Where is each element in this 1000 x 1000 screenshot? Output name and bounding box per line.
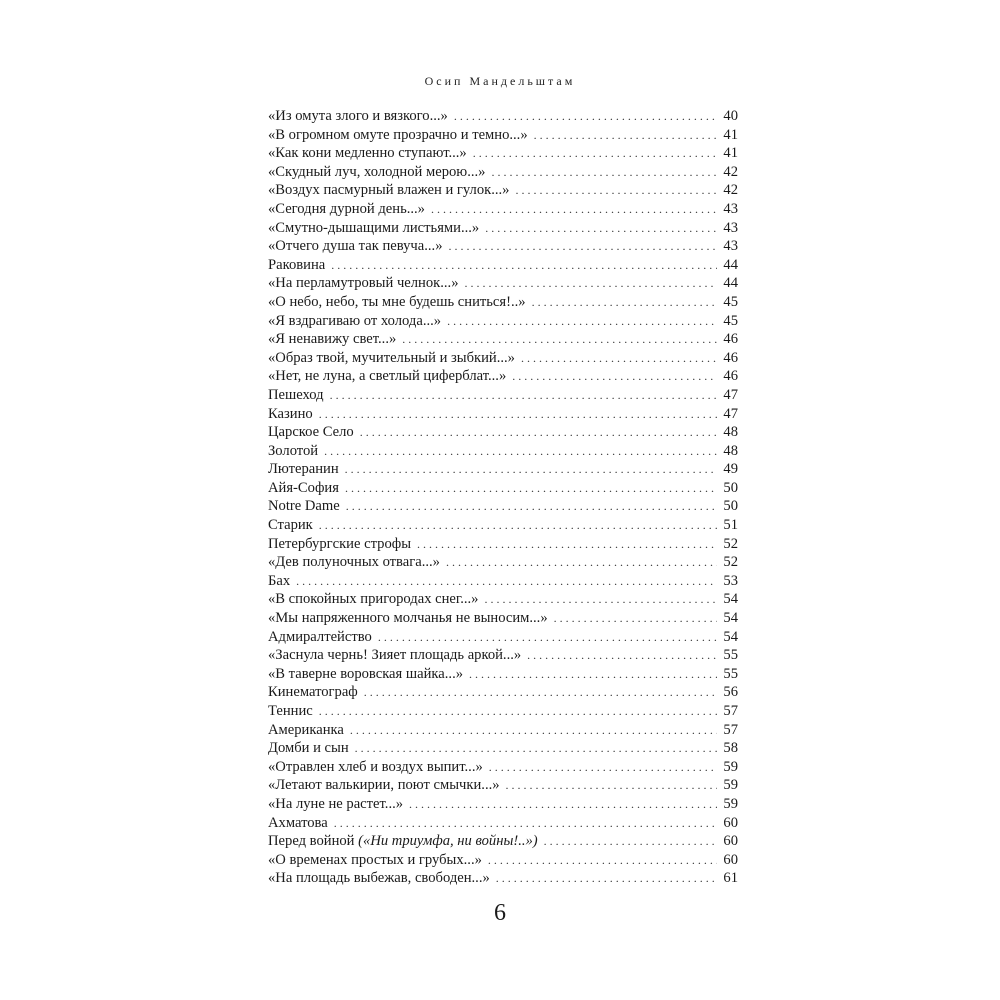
toc-dot-leader: [417, 535, 717, 554]
toc-entry-page: 42: [723, 182, 738, 199]
toc-entry: [268, 758, 738, 777]
toc-entry: [268, 721, 738, 740]
toc-entry-title-text: Кинематограф: [268, 684, 358, 701]
toc-entry: [268, 181, 738, 200]
toc-entry-page: 59: [723, 795, 738, 812]
toc-dot-leader: [454, 107, 717, 126]
toc-entry: [268, 107, 738, 126]
toc-entry-title: [268, 312, 441, 331]
toc-dot-leader: [319, 516, 717, 535]
toc-entry-title-text: Ахматова: [268, 814, 328, 831]
toc-entry-title: [268, 814, 328, 833]
toc-entry: [268, 497, 738, 516]
toc-entry-page: 47: [723, 405, 738, 422]
toc-entry-title-text: «Образ твой, мучительный и зыбкий...»: [268, 349, 515, 366]
toc-entry: [268, 479, 738, 498]
toc-entry-title: [268, 590, 478, 609]
toc-entry-title-text: Теннис: [268, 703, 313, 719]
toc-dot-leader: [345, 479, 717, 498]
toc-entry-page: 47: [723, 386, 738, 403]
toc-dot-leader: [489, 758, 717, 777]
toc-entry-page: 43: [723, 200, 738, 217]
toc-entry: [268, 460, 738, 479]
toc-entry-page: 53: [723, 572, 738, 589]
toc-entry: [268, 628, 738, 647]
toc-entry-title-text: Айя-София: [268, 479, 339, 496]
toc-entry-page: 50: [723, 479, 738, 496]
toc-entry-page: 48: [723, 424, 738, 441]
toc-dot-leader: [534, 126, 717, 145]
toc-dot-leader: [319, 405, 717, 424]
toc-dot-leader: [360, 423, 717, 442]
toc-entry: [268, 200, 738, 219]
toc-dot-leader: [544, 832, 717, 851]
toc-entry: [268, 293, 738, 312]
toc-entry-page: 40: [723, 108, 738, 124]
toc-dot-leader: [521, 349, 717, 368]
toc-entry-page: 44: [723, 256, 738, 273]
toc-entry-title: [268, 572, 290, 591]
toc-entry-title: [268, 386, 324, 405]
toc-entry-page: 41: [723, 126, 738, 143]
toc-entry-title-text: Петербургские строфы: [268, 535, 412, 552]
toc-entry-title: [268, 237, 443, 256]
toc-dot-leader: [485, 219, 717, 238]
toc-entry: [268, 367, 738, 386]
toc-entry-title: [268, 535, 411, 554]
toc-entry-title: [268, 758, 483, 777]
toc-entry-title: [268, 405, 313, 424]
toc-entry-title-text: «Мы напряженного молчанья не выносим...»: [268, 610, 548, 627]
toc-entry-title-text: Домби и сын: [268, 740, 349, 757]
toc-entry-page: 44: [723, 275, 738, 292]
toc-entry: [268, 516, 738, 535]
toc-entry-page: 46: [723, 368, 738, 385]
toc-dot-leader: [345, 460, 717, 479]
toc-entry-page: 60: [723, 833, 738, 850]
toc-entry-title: [268, 683, 358, 702]
toc-entry-title: [268, 423, 354, 442]
toc-entry-title: [268, 832, 538, 851]
toc-dot-leader: [296, 572, 717, 591]
toc-dot-leader: [364, 683, 717, 702]
toc-entry: [268, 330, 738, 349]
toc-dot-leader: [355, 739, 717, 758]
toc-entry-title-text: «Сегодня дурной день...»: [268, 200, 425, 217]
toc-dot-leader: [527, 646, 717, 665]
toc-entry-title-text: Старик: [268, 517, 313, 534]
toc-entry-page: 60: [723, 851, 738, 868]
toc-entry: [268, 553, 738, 572]
toc-entry-page: 52: [723, 554, 738, 571]
toc-entry-title-text: «На площадь выбежав, свободен...»: [268, 870, 490, 887]
toc-dot-leader: [506, 776, 717, 795]
toc-entry-title: [268, 163, 485, 182]
toc-entry-page: 57: [723, 703, 738, 719]
toc-dot-leader: [512, 367, 717, 386]
toc-entry-title-text: «Из омута злого и вязкого...»: [268, 108, 448, 124]
toc-entry-subtitle: («Ни триумфа, ни войны!..»): [358, 833, 538, 850]
toc-entry-title-text: «Воздух пасмурный влажен и гулок...»: [268, 182, 510, 199]
toc-entry-page: 55: [723, 647, 738, 664]
toc-entry-title-text: «О временах простых и грубых...»: [268, 851, 482, 868]
toc-entry-title: [268, 628, 372, 647]
toc-entry-title-text: «Заснула чернь! Зияет площадь аркой...»: [268, 647, 522, 664]
toc-dot-leader: [484, 590, 717, 609]
toc-entry-title-text: Пешеход: [268, 386, 324, 403]
toc-entry-page: 60: [723, 814, 738, 831]
toc-dot-leader: [331, 256, 717, 275]
toc-entry: [268, 590, 738, 609]
toc-entry: [268, 423, 738, 442]
toc-entry: [268, 312, 738, 331]
toc-entry-title: [268, 330, 396, 349]
toc-entry-title-text: Золотой: [268, 442, 319, 459]
toc-entry: [268, 795, 738, 814]
toc-entry-page: 48: [723, 442, 738, 459]
toc-entry-title-text: Перед войной: [268, 833, 355, 850]
toc-entry-title: [268, 479, 339, 498]
toc-entry-title: [268, 516, 313, 535]
toc-entry-page: 51: [723, 517, 738, 534]
toc-entry-title: [268, 274, 459, 293]
toc-entry: [268, 646, 738, 665]
toc-dot-leader: [491, 163, 717, 182]
toc-dot-leader: [488, 851, 717, 870]
toc-entry-page: 61: [723, 870, 738, 887]
toc-entry-page: 49: [723, 461, 738, 478]
toc-entry-page: 46: [723, 349, 738, 366]
toc-dot-leader: [532, 293, 717, 312]
toc-entry: [268, 832, 738, 851]
toc-entry-title: [268, 851, 482, 870]
toc-entry: [268, 814, 738, 833]
toc-entry-title: [268, 126, 528, 145]
toc-entry-title-text: «Летают валькирии, поют смычки...»: [268, 777, 500, 794]
toc-entry-title: [268, 442, 318, 461]
toc-entry: [268, 739, 738, 758]
toc-entry-title-text: «В спокойных пригородах снег...»: [268, 591, 479, 608]
toc-entry: [268, 256, 738, 275]
toc-entry-page: 58: [723, 740, 738, 757]
toc-entry: [268, 572, 738, 591]
toc-dot-leader: [469, 665, 717, 684]
toc-entry-title: [268, 181, 509, 200]
toc-entry-title-text: «Я вздрагиваю от холода...»: [268, 312, 442, 329]
toc-entry-title: [268, 367, 506, 386]
toc-entry: [268, 349, 738, 368]
toc-dot-leader: [350, 721, 717, 740]
toc-dot-leader: [473, 144, 717, 163]
toc-entry-title-text: «В таверне воровская шайка...»: [268, 665, 464, 682]
toc-entry-title: [268, 219, 479, 238]
toc-entry-title-text: «Как кони медленно ступают...»: [268, 145, 467, 162]
toc-entry-title-text: Бах: [268, 572, 291, 589]
toc-entry-page: 45: [723, 312, 738, 329]
toc-entry-title-text: «Скудный луч, холодной мерою...»: [268, 163, 486, 180]
toc-entry-page: 50: [723, 498, 738, 515]
toc-entry-title-text: Казино: [268, 405, 313, 422]
toc-entry: [268, 386, 738, 405]
page-number: 6: [494, 900, 506, 926]
toc-dot-leader: [449, 237, 718, 256]
toc-entry-title-text: Царское Село: [268, 424, 354, 441]
toc-entry-page: 52: [723, 535, 738, 552]
toc-entry-page: 54: [723, 591, 738, 608]
toc-dot-leader: [447, 312, 717, 331]
toc-entry-title: [268, 795, 403, 814]
toc-entry-page: 42: [723, 163, 738, 180]
toc-entry-page: 54: [723, 610, 738, 627]
toc-entry: [268, 144, 738, 163]
toc-entry-title-text: «Смутно-дышащими листьями...»: [268, 219, 480, 236]
toc-entry-page: 43: [723, 219, 738, 236]
toc-entry-title: [268, 460, 339, 479]
toc-entry: [268, 869, 738, 888]
toc-dot-leader: [324, 442, 717, 461]
toc-entry-title: [268, 349, 515, 368]
toc-entry: [268, 683, 738, 702]
toc-dot-leader: [346, 497, 717, 516]
toc-entry-page: 55: [723, 665, 738, 682]
toc-entry: [268, 702, 738, 721]
toc-entry-title-text: «Дев полуночных отвага...»: [268, 554, 440, 571]
toc-entry-title-text: Notre Dame: [268, 498, 340, 515]
toc-entry-title-text: «Нет, не луна, а светлый циферблат...»: [268, 368, 507, 385]
toc-dot-leader: [554, 609, 717, 628]
toc-dot-leader: [446, 553, 717, 572]
toc-dot-leader: [409, 795, 717, 814]
toc-dot-leader: [496, 869, 717, 888]
toc-dot-leader: [330, 386, 717, 405]
toc-entry-title-text: «О небо, небо, ты мне будешь сниться!..»: [268, 293, 526, 310]
toc-entry: [268, 609, 738, 628]
toc-entry-page: 41: [723, 145, 738, 162]
toc-entry: [268, 405, 738, 424]
toc-dot-leader: [515, 181, 717, 200]
toc-entry-title-text: «Я ненавижу свет...»: [268, 331, 397, 348]
toc-entry: [268, 163, 738, 182]
toc-dot-leader: [334, 814, 717, 833]
toc-entry-page: 45: [723, 293, 738, 310]
toc-entry-title-text: «В огромном омуте прозрачно и темно...»: [268, 126, 528, 143]
toc-entry-title: [268, 293, 526, 312]
toc-entry-title: [268, 609, 548, 628]
toc-entry-title-text: Лютеранин: [268, 461, 339, 478]
toc-entry-title-text: «На перламутровый челнок...»: [268, 275, 459, 292]
toc-entry-page: 57: [723, 721, 738, 738]
toc-entry-title: [268, 497, 340, 516]
toc-entry-title: [268, 869, 490, 888]
toc-entry-title: [268, 256, 325, 275]
toc-entry: [268, 851, 738, 870]
toc-entry: [268, 442, 738, 461]
toc-entry-title-text: «Отчего душа так певуча...»: [268, 238, 443, 255]
toc-entry: [268, 274, 738, 293]
toc-entry-page: 56: [723, 684, 738, 701]
toc-entry-title: [268, 739, 349, 758]
toc-entry-page: 59: [723, 777, 738, 794]
toc-entry-title: [268, 702, 313, 721]
toc-entry-title: [268, 665, 463, 684]
toc-entry-title: [268, 721, 344, 740]
toc-entry-title-text: «Отравлен хлеб и воздух выпит...»: [268, 758, 483, 775]
toc-dot-leader: [465, 274, 718, 293]
toc-dot-leader: [402, 330, 717, 349]
toc-entry-title-text: Раковина: [268, 256, 326, 273]
toc-entry: [268, 219, 738, 238]
toc-entry: [268, 665, 738, 684]
toc-dot-leader: [378, 628, 717, 647]
toc-entry: [268, 237, 738, 256]
toc-entry-title: [268, 107, 448, 126]
toc-entry: [268, 535, 738, 554]
running-head-author: Осип Мандельштам: [424, 74, 576, 88]
toc-entry-title: [268, 646, 521, 665]
toc-entry-title: [268, 553, 440, 572]
toc-entry: [268, 126, 738, 145]
toc-entry-title-text: Американка: [268, 721, 344, 738]
toc-entry-page: 46: [723, 331, 738, 348]
toc-dot-leader: [319, 702, 717, 721]
toc-dot-leader: [431, 200, 717, 219]
toc-entry-title: [268, 144, 467, 163]
table-of-contents: [268, 107, 738, 888]
toc-entry-page: 43: [723, 238, 738, 255]
toc-entry-title: [268, 200, 425, 219]
toc-entry-title: [268, 776, 500, 795]
toc-entry-page: 54: [723, 628, 738, 645]
toc-entry: [268, 776, 738, 795]
toc-entry-title-text: Адмиралтейство: [268, 628, 372, 645]
toc-entry-page: 59: [723, 758, 738, 775]
toc-entry-title-text: «На луне не растет...»: [268, 795, 404, 812]
